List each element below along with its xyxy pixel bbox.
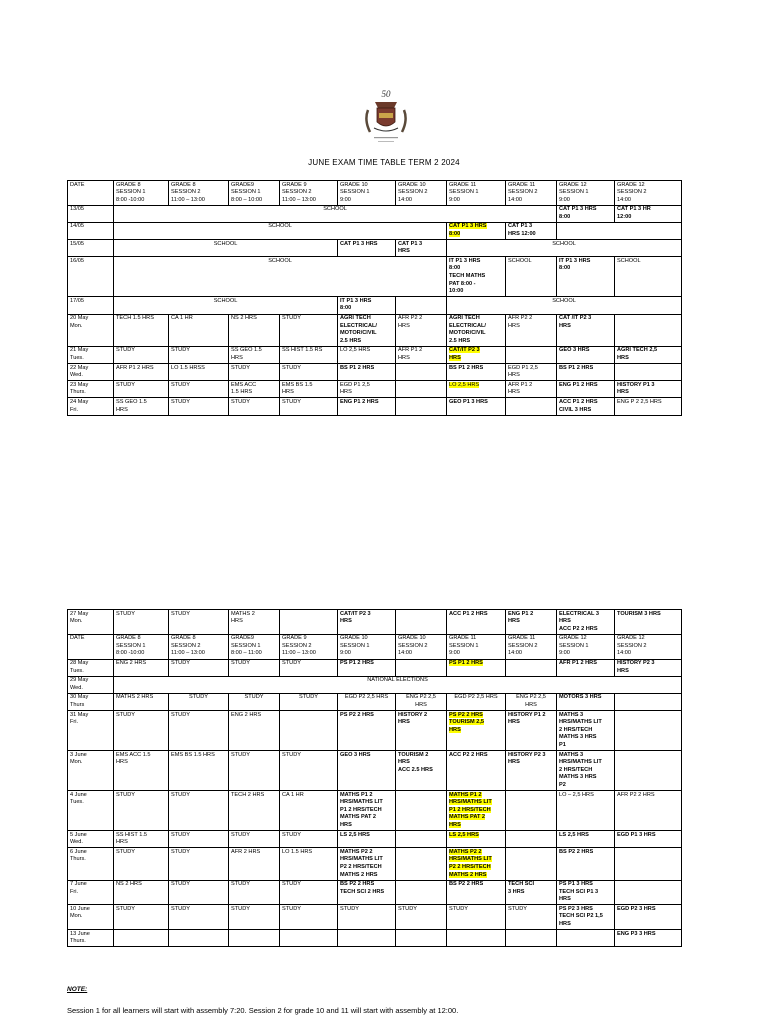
exam-cell: BS P2 2 HRS TECH SCI 2 HRS — [338, 880, 396, 905]
table-row — [68, 381, 682, 398]
exam-cell: NS 2 HRS — [229, 314, 280, 346]
exam-cell: AFR P1 2 HRS — [557, 659, 615, 676]
exam-cell: STUDY — [506, 905, 557, 930]
date-cell: 27 May Mon. — [68, 610, 114, 635]
exam-cell: SCHOOL — [114, 297, 338, 314]
exam-cell: ENG P1 2 HRS — [506, 610, 557, 635]
exam-cell — [396, 831, 447, 848]
exam-cell — [396, 381, 447, 398]
table-row — [68, 297, 682, 314]
exam-cell: SCHOOL — [114, 240, 338, 257]
exam-cell: ENG P3 3 HRS — [615, 930, 682, 947]
exam-cell: STUDY — [396, 905, 447, 930]
table-row — [68, 905, 682, 930]
exam-cell: IT P1 3 HRS 8:00 TECH MATHS PAT 8:00 - 10:00 — [447, 257, 506, 297]
exam-cell: STUDY — [229, 659, 280, 676]
date-cell: 13/05 — [68, 205, 114, 222]
exam-cell: STUDY — [169, 398, 229, 415]
exam-cell — [229, 930, 280, 947]
date-cell: 6 June Thurs. — [68, 848, 114, 880]
exam-cell: STUDY — [169, 791, 229, 831]
exam-cell: STUDY — [114, 711, 169, 751]
exam-cell: MATHS P1 2 HRS/MATHS LIT P1 2 HRS/TECH MATHS PAT 2 HRS — [447, 791, 506, 831]
exam-cell: EGD P2 2,5 HRS — [338, 693, 396, 710]
exam-cell: STUDY — [169, 848, 229, 880]
exam-cell: EGD P1 2,5 HRS — [338, 381, 396, 398]
exam-cell: STUDY — [280, 751, 338, 791]
exam-cell — [280, 711, 338, 751]
exam-cell: SS HIST 1.5 HRS — [114, 831, 169, 848]
exam-cell — [396, 930, 447, 947]
table-row — [68, 659, 682, 676]
date-cell: 5 June Wed. — [68, 831, 114, 848]
exam-cell: LO 2,5 HRS — [447, 381, 506, 398]
exam-cell: HISTORY P1 3 HRS — [615, 381, 682, 398]
timetable-header-row — [68, 181, 682, 206]
exam-cell: CAT/IT P2 3 HRS — [447, 346, 506, 363]
exam-cell: STUDY — [169, 711, 229, 751]
table-row — [68, 880, 682, 905]
date-cell: 31 May Fri. — [68, 711, 114, 751]
exam-cell: STUDY — [280, 364, 338, 381]
table-row — [68, 364, 682, 381]
exam-cell: GRADE 10 SESSION 2 14:00 — [396, 634, 447, 659]
exam-cell: SS GEO 1.5 HRS — [114, 398, 169, 415]
exam-cell: STUDY — [280, 831, 338, 848]
exam-cell: EGD P1 2,5 HRS — [506, 364, 557, 381]
timetable-page-1 — [67, 180, 682, 416]
exam-cell: EMS BS 1.5 HRS — [280, 381, 338, 398]
exam-cell: ENG 2 HRS — [229, 711, 280, 751]
exam-cell: SS HIST 1.5 RS — [280, 346, 338, 363]
exam-cell: PS P2 2 HRS TOURISM 2,5 HRS — [447, 711, 506, 751]
exam-cell: SCHOOL — [447, 297, 682, 314]
exam-cell: HISTORY P2 3 HRS — [615, 659, 682, 676]
exam-cell — [506, 398, 557, 415]
exam-cell: STUDY — [169, 693, 229, 710]
exam-cell: HISTORY P2 3 HRS — [506, 751, 557, 791]
exam-cell: ENG P2 2,5 HRS — [396, 693, 447, 710]
exam-cell: GRADE 8 SESSION 2 11:00 – 13:00 — [169, 634, 229, 659]
exam-cell: CAT P1 3 HRS 8:00 — [557, 205, 615, 222]
exam-cell: STUDY — [114, 610, 169, 635]
exam-cell: GEO 3 HRS — [557, 346, 615, 363]
note-text: Session 1 for all learners will start with assembly 7:20. Session 2 for grade 10 and 11 will start with assembly at 12:00. — [67, 1006, 459, 1015]
exam-cell: GRADE9 SESSION 1 8:00 – 11:00 — [229, 634, 280, 659]
exam-cell: LS 2,5 HRS — [447, 831, 506, 848]
exam-cell — [280, 610, 338, 635]
table-row — [68, 634, 682, 659]
exam-cell: GRADE 12 SESSION 2 14:00 — [615, 634, 682, 659]
exam-cell: PS P2 3 HRS TECH SCI P2 1,5 HRS — [557, 905, 615, 930]
exam-cell: GRADE 10 SESSION 1 9:00 — [338, 634, 396, 659]
table-row — [68, 711, 682, 751]
exam-cell — [396, 610, 447, 635]
exam-cell: LO 2,5 HRS — [338, 346, 396, 363]
exam-cell: CAT P1 3 HRS 12:00 — [506, 222, 557, 239]
exam-cell — [396, 297, 447, 314]
timetable-page-2 — [67, 609, 682, 947]
exam-cell — [506, 346, 557, 363]
exam-cell: CAT P1 3 HRS — [338, 240, 396, 257]
exam-cell: AFR P2 2 HRS — [615, 791, 682, 831]
exam-cell: STUDY — [169, 880, 229, 905]
exam-cell: EGD P1 3 HRS — [615, 831, 682, 848]
exam-cell: GRADE 8 SESSION 1 8:00 -10:00 — [114, 634, 169, 659]
crest-anniversary-number: 50 — [381, 89, 391, 99]
table-row — [68, 791, 682, 831]
header-grade-session: GRADE 8 SESSION 2 11:00 – 13:00 — [169, 181, 229, 206]
exam-cell: ACC P2 2 HRS — [447, 751, 506, 791]
exam-cell: LO 1.5 HRSS — [169, 364, 229, 381]
exam-cell: BS P1 2 HRS — [338, 364, 396, 381]
date-cell: 23 May Thurs. — [68, 381, 114, 398]
date-cell: 14/05 — [68, 222, 114, 239]
exam-cell: MATHS 2 HRS — [229, 610, 280, 635]
exam-cell: MATHS P1 2 HRS/MATHS LIT P1 2 HRS/TECH MATHS PAT 2 HRS — [338, 791, 396, 831]
exam-cell: GRADE 11 SESSION 1 9:00 — [447, 634, 506, 659]
table-row — [68, 676, 682, 693]
exam-cell — [338, 930, 396, 947]
exam-cell — [506, 848, 557, 880]
exam-cell: MOTORS 3 HRS — [557, 693, 615, 710]
exam-cell: LS 2,5 HRS — [338, 831, 396, 848]
exam-cell: STUDY — [169, 381, 229, 398]
exam-cell: AGRI TECH ELECTRICAL/ MOTOR/CIVIL 2.5 HRS — [447, 314, 506, 346]
exam-cell: AGRI TECH 2,5 HRS — [615, 346, 682, 363]
exam-cell: STUDY — [229, 905, 280, 930]
date-cell: 16/05 — [68, 257, 114, 297]
exam-cell: GRADE 11 SESSION 2 14:00 — [506, 634, 557, 659]
exam-cell: STUDY — [280, 398, 338, 415]
exam-cell: STUDY — [280, 314, 338, 346]
exam-cell: SS GEO 1.5 HRS — [229, 346, 280, 363]
exam-cell: EMS BS 1.5 HRS — [169, 751, 229, 791]
note-label: NOTE: — [67, 986, 88, 993]
exam-cell — [396, 848, 447, 880]
exam-cell: LO – 2,5 HRS — [557, 791, 615, 831]
exam-cell: CA 1 HR — [169, 314, 229, 346]
header-grade-session: GRADE 10 SESSION 2 14:00 — [396, 181, 447, 206]
page-title: JUNE EXAM TIME TABLE TERM 2 2024 — [308, 158, 460, 167]
exam-cell: MATHS 2 HRS — [114, 693, 169, 710]
exam-cell: CA 1 HR — [280, 791, 338, 831]
exam-cell — [396, 364, 447, 381]
exam-cell: STUDY — [169, 346, 229, 363]
table-row — [68, 693, 682, 710]
exam-cell: IT P1 3 HRS 8:00 — [338, 297, 396, 314]
exam-cell — [506, 659, 557, 676]
school-crest-logo — [360, 88, 412, 148]
exam-cell — [615, 364, 682, 381]
exam-cell — [615, 711, 682, 751]
exam-cell — [447, 930, 506, 947]
exam-cell: GEO 3 HRS — [338, 751, 396, 791]
exam-cell: STUDY — [169, 905, 229, 930]
exam-cell: NS 2 HRS — [114, 880, 169, 905]
date-cell: 13 June Thurs. — [68, 930, 114, 947]
exam-cell — [280, 930, 338, 947]
exam-cell: STUDY — [229, 364, 280, 381]
header-grade-session: GRADE 9 SESSION 2 11:00 – 13:00 — [280, 181, 338, 206]
exam-cell: GRADE 12 SESSION 1 9:00 — [557, 634, 615, 659]
table-row — [68, 346, 682, 363]
exam-cell: EGD P2 3 HRS — [615, 905, 682, 930]
exam-cell: SCHOOL — [447, 240, 682, 257]
exam-cell — [615, 751, 682, 791]
exam-cell: ENG P 2 2,5 HRS — [615, 398, 682, 415]
exam-cell — [506, 791, 557, 831]
table-row — [68, 314, 682, 346]
table-row — [68, 930, 682, 947]
date-cell: 21 May Tues. — [68, 346, 114, 363]
date-cell: 3 June Mon. — [68, 751, 114, 791]
date-cell: 28 May Tues. — [68, 659, 114, 676]
exam-cell: STUDY — [169, 610, 229, 635]
exam-cell: STUDY — [229, 880, 280, 905]
exam-cell: STUDY — [169, 831, 229, 848]
table-row — [68, 240, 682, 257]
exam-cell: AFR P2 2 HRS — [396, 314, 447, 346]
exam-cell: STUDY — [280, 659, 338, 676]
date-cell: 22 May Wed. — [68, 364, 114, 381]
exam-cell — [396, 791, 447, 831]
exam-cell: EMS ACC 1.5 HRS — [114, 751, 169, 791]
exam-cell — [396, 880, 447, 905]
exam-cell: STUDY — [229, 831, 280, 848]
exam-cell: SCHOOL — [114, 205, 557, 222]
exam-cell: AFR 2 HRS — [229, 848, 280, 880]
date-cell: 4 June Tues. — [68, 791, 114, 831]
header-grade-session: GRADE 11 SESSION 2 14:00 — [506, 181, 557, 206]
exam-cell: STUDY — [114, 848, 169, 880]
exam-cell: BS P2 2 HRS — [557, 848, 615, 880]
exam-cell — [506, 831, 557, 848]
exam-cell: ENG P2 2,5 HRS — [506, 693, 557, 710]
exam-cell: CAT /IT P2 3 HRS — [557, 314, 615, 346]
exam-cell: STUDY — [114, 905, 169, 930]
table-row — [68, 610, 682, 635]
exam-cell: EMS ACC 1.5 HRS — [229, 381, 280, 398]
exam-cell: AFR P2 2 HRS — [506, 314, 557, 346]
exam-cell: BS P1 2 HRS — [557, 364, 615, 381]
exam-cell: STUDY — [114, 381, 169, 398]
table-row — [68, 205, 682, 222]
exam-cell: SCHOOL — [114, 222, 447, 239]
exam-cell: STUDY — [229, 751, 280, 791]
date-cell: 29 May Wed. — [68, 676, 114, 693]
exam-cell: PS P1 2 HRS — [338, 659, 396, 676]
exam-cell: STUDY — [280, 905, 338, 930]
exam-cell — [615, 848, 682, 880]
exam-cell: HISTORY P1 2 HRS — [506, 711, 557, 751]
exam-cell: STUDY — [338, 905, 396, 930]
exam-cell: STUDY — [447, 905, 506, 930]
header-date: DATE — [68, 181, 114, 206]
exam-cell: MATHS P2 2 HRS/MATHS LIT P2 2 HRS/TECH MATHS 2 HRS — [338, 848, 396, 880]
table-row — [68, 751, 682, 791]
exam-cell: STUDY — [229, 693, 280, 710]
exam-cell — [615, 693, 682, 710]
table-row — [68, 222, 682, 239]
exam-cell: TECH 2 HRS — [229, 791, 280, 831]
exam-cell: ACC P1 2 HRS CIVIL 3 HRS — [557, 398, 615, 415]
exam-cell — [396, 398, 447, 415]
header-grade-session: GRADE 11 SESSION 1 9:00 — [447, 181, 506, 206]
exam-cell: AFR P1 2 HRS — [506, 381, 557, 398]
exam-cell — [615, 880, 682, 905]
exam-cell: IT P1 3 HRS 8:00 — [557, 257, 615, 297]
date-cell: 15/05 — [68, 240, 114, 257]
exam-cell: PS P1 2 HRS — [447, 659, 506, 676]
exam-cell: LO 1.5 HRS — [280, 848, 338, 880]
header-grade-session: GRADE 12 SESSION 1 9:00 — [557, 181, 615, 206]
exam-cell: AFR P1 2 HRS — [114, 364, 169, 381]
header-grade-session: GRADE9 SESSION 1 8:00 – 10:00 — [229, 181, 280, 206]
date-cell: DATE — [68, 634, 114, 659]
date-cell: 24 May Fri. — [68, 398, 114, 415]
exam-cell: SCHOOL — [114, 257, 447, 297]
exam-cell: BS P1 2 HRS — [447, 364, 506, 381]
exam-cell: STUDY — [280, 880, 338, 905]
exam-cell: BS P2 2 HRS — [447, 880, 506, 905]
exam-cell: PS P2 2 HRS — [338, 711, 396, 751]
exam-cell: EGD P2 2,5 HRS — [447, 693, 506, 710]
exam-cell — [615, 314, 682, 346]
exam-cell: CAT/IT P2 3 HRS — [338, 610, 396, 635]
exam-cell: ENG P1 2 HRS — [338, 398, 396, 415]
date-cell: 30 May Thurs — [68, 693, 114, 710]
exam-cell — [557, 222, 682, 239]
exam-cell: STUDY — [169, 659, 229, 676]
exam-cell: SCHOOL — [615, 257, 682, 297]
header-grade-session: GRADE 8 SESSION 1 8:00 -10:00 — [114, 181, 169, 206]
exam-cell: SCHOOL — [506, 257, 557, 297]
header-grade-session: GRADE 10 SESSION 1 9:00 — [338, 181, 396, 206]
exam-cell: CAT P1 3 HR 12:00 — [615, 205, 682, 222]
exam-cell: STUDY — [114, 346, 169, 363]
exam-cell: STUDY — [114, 791, 169, 831]
exam-cell: PS P1 3 HRS TECH SCI P1 3 HRS — [557, 880, 615, 905]
exam-cell — [169, 930, 229, 947]
exam-cell: TECH 1.5 HRS — [114, 314, 169, 346]
exam-cell: ACC P1 2 HRS — [447, 610, 506, 635]
exam-cell: NATIONAL ELECTIONS — [114, 676, 682, 693]
exam-cell: ELECTRICAL 3 HRS ACC P2 2 HRS — [557, 610, 615, 635]
exam-cell: STUDY — [229, 398, 280, 415]
table-row — [68, 398, 682, 415]
exam-cell — [557, 930, 615, 947]
exam-cell: TOURISM 3 HRS — [615, 610, 682, 635]
table-row — [68, 831, 682, 848]
exam-cell: AFR P1 2 HRS — [396, 346, 447, 363]
exam-cell — [396, 659, 447, 676]
exam-cell: CAT P1 3 HRS 8:00 — [447, 222, 506, 239]
exam-cell: LS 2,5 HRS — [557, 831, 615, 848]
table-row — [68, 848, 682, 880]
exam-cell: ENG P1 2 HRS — [557, 381, 615, 398]
exam-cell: HISTORY 2 HRS — [396, 711, 447, 751]
exam-cell: MATHS 3 HRS/MATHS LIT 2 HRS/TECH MATHS 3 HRS P1 — [557, 711, 615, 751]
exam-cell: CAT P1 3 HRS — [396, 240, 447, 257]
exam-cell — [114, 930, 169, 947]
exam-cell: AGRI TECH ELECTRICAL/ MOTOR/CIVIL 2.5 HRS — [338, 314, 396, 346]
exam-cell: TOURISM 2 HRS ACC 2.5 HRS — [396, 751, 447, 791]
date-cell: 7 June Fri. — [68, 880, 114, 905]
header-grade-session: GRADE 12 SESSION 2 14:00 — [615, 181, 682, 206]
exam-cell: MATHS P2 2 HRS/MATHS LIT P2 2 HRS/TECH MATHS 2 HRS — [447, 848, 506, 880]
exam-cell: MATHS 3 HRS/MATHS LIT 2 HRS/TECH MATHS 3 HRS P2 — [557, 751, 615, 791]
date-cell: 17/05 — [68, 297, 114, 314]
exam-cell: STUDY — [280, 693, 338, 710]
exam-cell: ENG 2 HRS — [114, 659, 169, 676]
exam-cell: GRADE 9 SESSION 2 11:00 – 13:00 — [280, 634, 338, 659]
date-cell: 20 May Mon. — [68, 314, 114, 346]
exam-cell — [506, 930, 557, 947]
table-row — [68, 257, 682, 297]
exam-cell: TECH SCI 3 HRS — [506, 880, 557, 905]
exam-cell: GEO P1 3 HRS — [447, 398, 506, 415]
date-cell: 10 June Mon. — [68, 905, 114, 930]
